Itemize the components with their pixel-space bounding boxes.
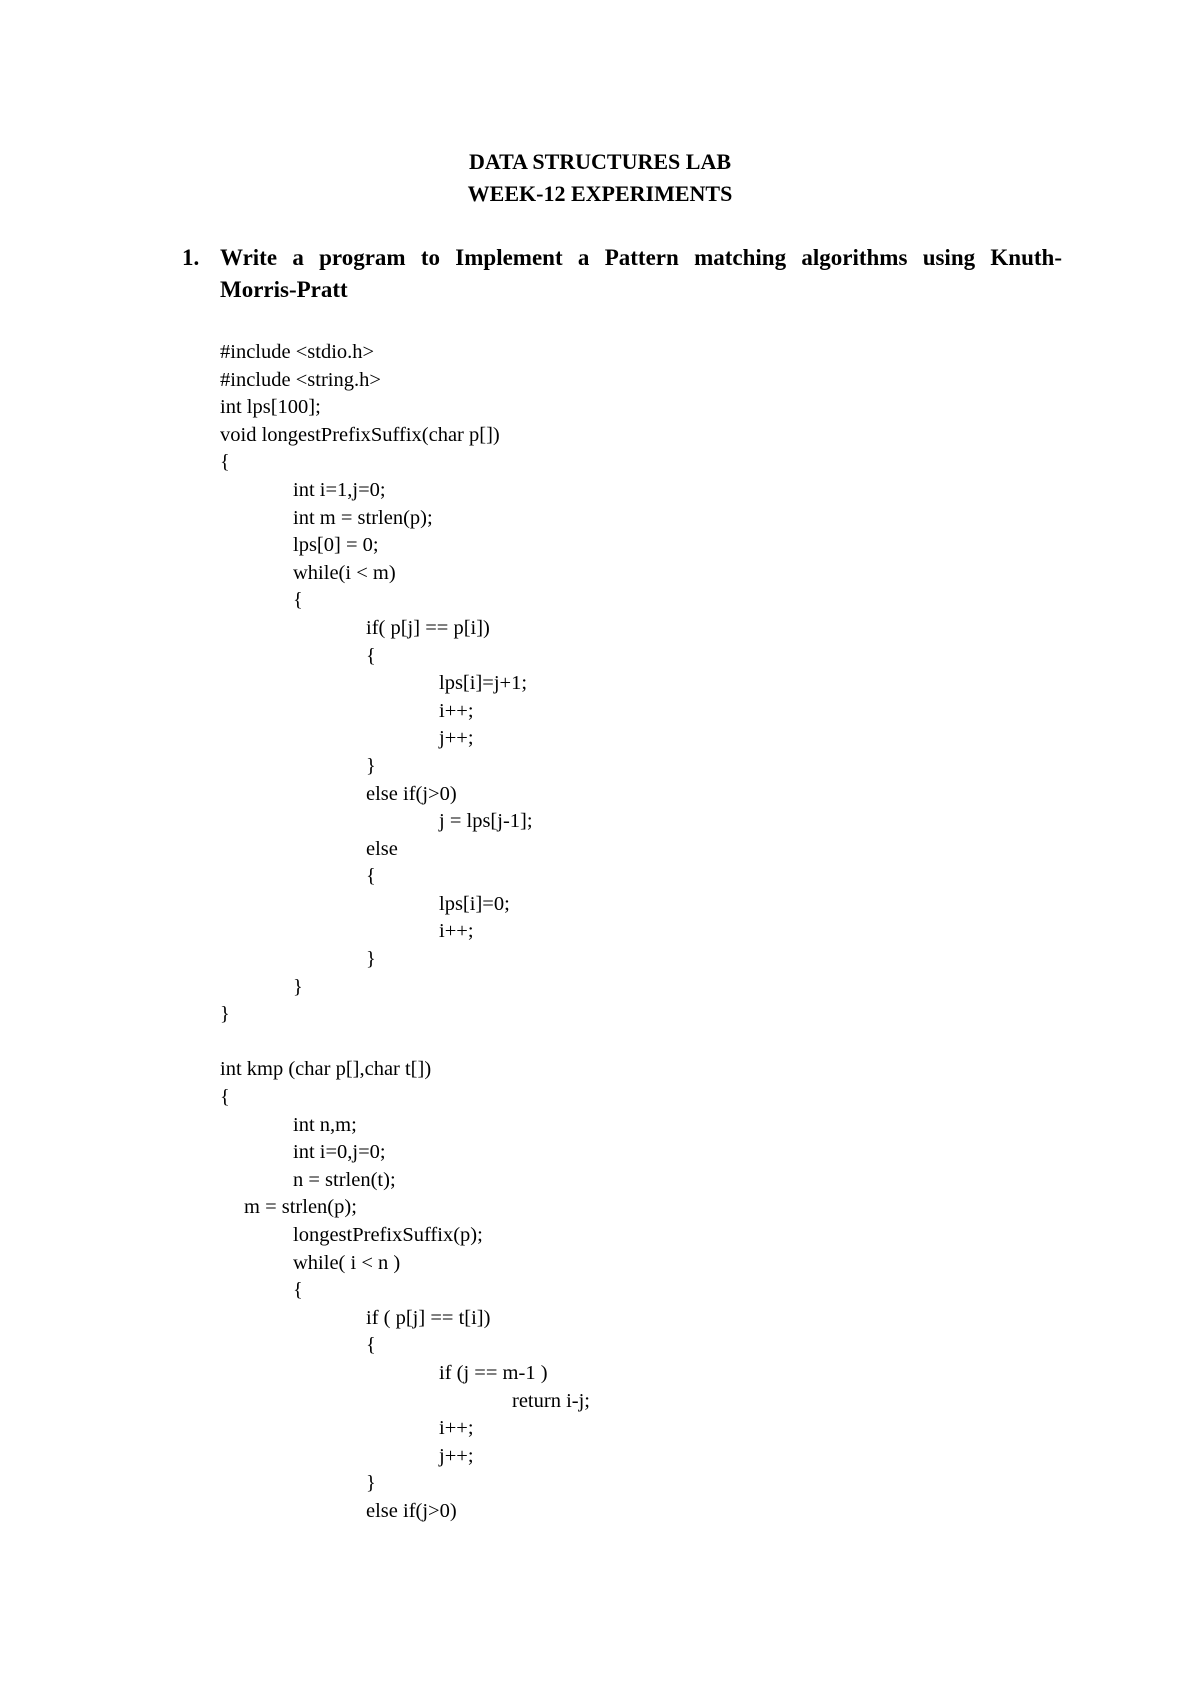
code-line: { [293,1279,303,1302]
code-line: lps[i]=j+1; [439,672,528,695]
document-header [0,146,1200,210]
code-line: i++; [439,699,474,722]
code-line: while(i < m) [293,561,396,584]
code-line: int m = strlen(p); [293,506,433,529]
code-listing [220,339,1120,1526]
code-line: int i=0,j=0; [293,1141,386,1164]
code-line: if ( p[j] == t[i]) [366,1306,491,1329]
code-line: int lps[100]; [220,396,321,419]
code-line: { [366,644,376,667]
code-line: } [366,948,376,971]
question-1 [182,242,1062,306]
code-line: } [293,975,303,998]
code-line: { [366,865,376,888]
code-line: } [366,1472,376,1495]
question-text-line-1: Write a program to Implement a Pattern matching algorithms using Knuth- [220,245,1062,270]
question-text-line-2: Morris-Pratt [220,277,348,302]
code-line: longestPrefixSuffix(p); [293,1224,483,1246]
code-line: i++; [439,920,474,943]
code-line: j++; [439,727,474,750]
code-line: m = strlen(p); [244,1196,357,1219]
week-title: WEEK-12 EXPERIMENTS [467,181,733,206]
code-line: } [220,1003,230,1026]
code-line: j = lps[j-1]; [439,810,533,833]
code-line: #include <string.h> [220,368,381,391]
code-line: else [366,837,398,860]
code-line: return i-j; [512,1389,590,1412]
course-title: DATA STRUCTURES LAB [468,149,732,174]
code-line: int kmp (char p[],char t[]) [220,1058,432,1081]
code-line: void longestPrefixSuffix(char p[]) [220,423,500,446]
code-blank-line [220,1029,1120,1057]
code-line: lps[i]=0; [439,892,510,915]
code-line: n = strlen(t); [293,1168,396,1191]
question-text [220,242,1062,306]
code-line: #include <stdio.h> [220,341,375,363]
code-line: { [366,1334,376,1357]
question-number: 1. [182,245,200,270]
code-line: { [220,1086,230,1109]
code-line: if( p[j] == p[i]) [366,616,490,639]
code-line: j++; [439,1444,474,1467]
code-line: int i=1,j=0; [293,478,386,501]
code-line: } [366,754,376,777]
code-line: lps[0] = 0; [293,534,379,557]
code-line: i++; [439,1417,474,1440]
code-line: { [220,451,230,474]
code-line: if (j == m-1 ) [439,1361,548,1384]
code-line: { [293,589,303,612]
code-line: else if(j>0) [366,1499,457,1522]
code-line: while( i < n ) [293,1251,401,1274]
code-line: else if(j>0) [366,782,457,805]
code-line: int n,m; [293,1113,357,1136]
